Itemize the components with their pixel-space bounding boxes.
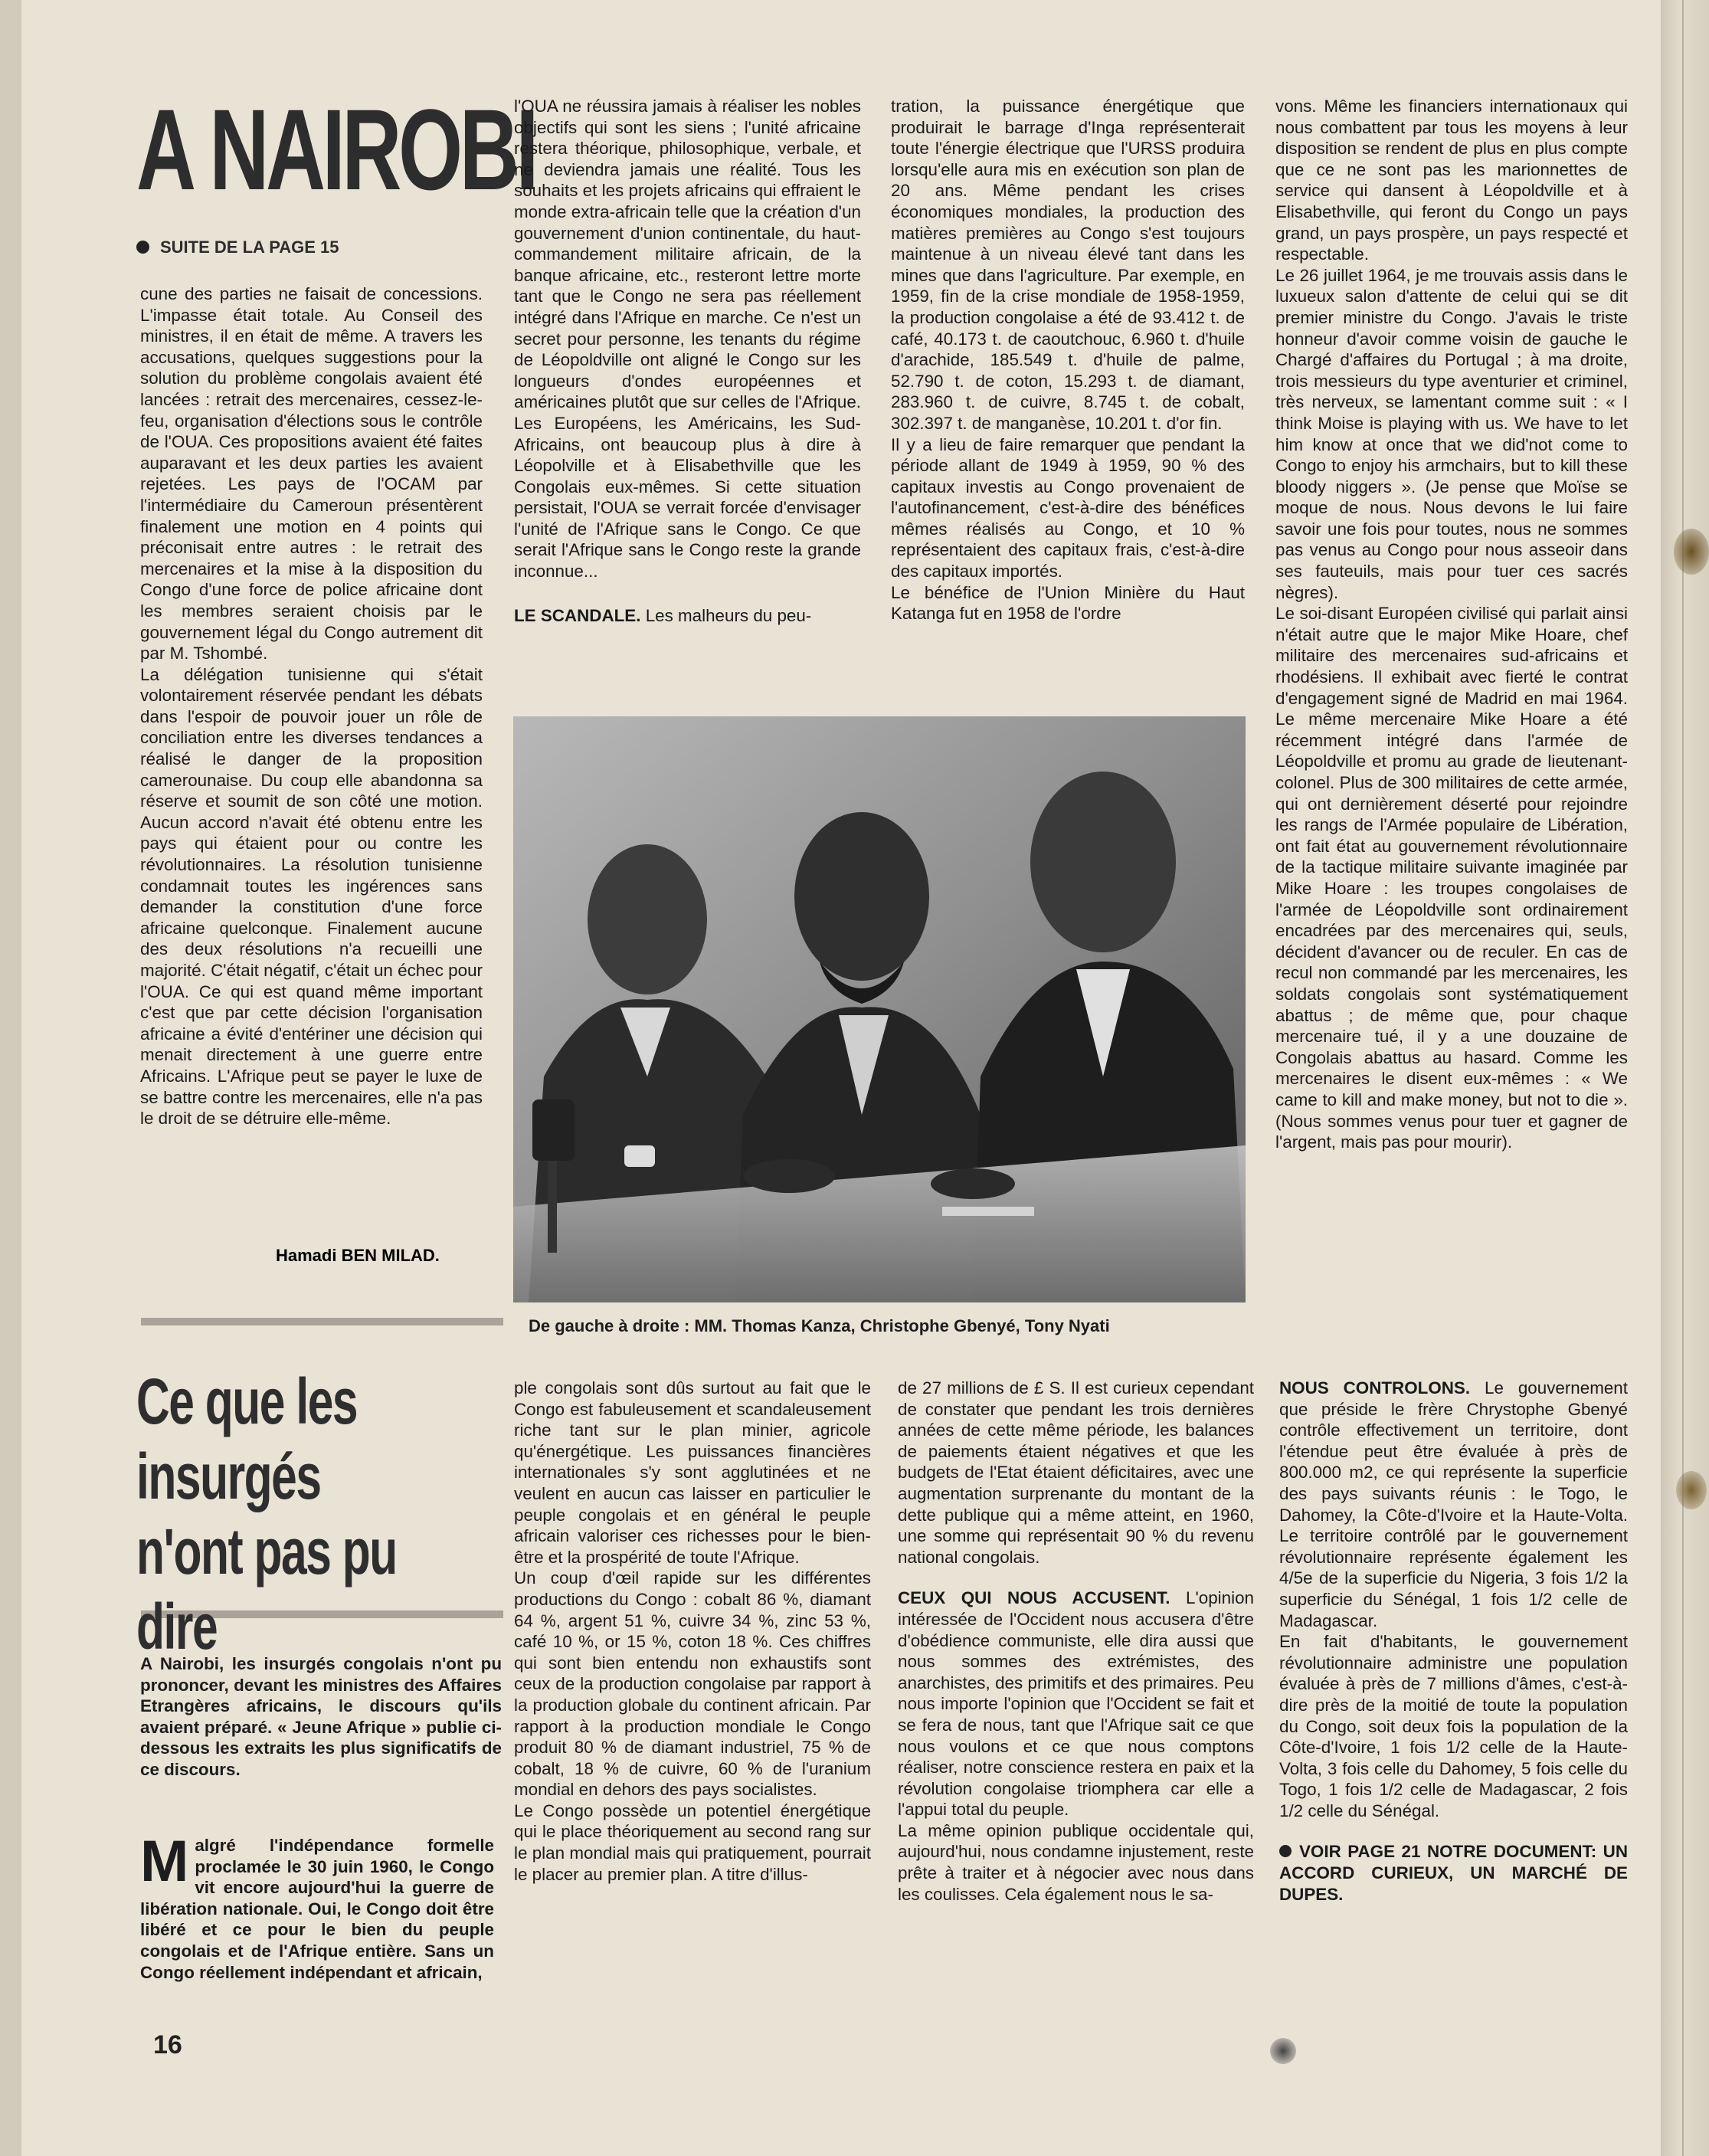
paper-stain — [1676, 1471, 1707, 1509]
paragraph: Il y a lieu de faire remarquer que pendant la période allant de 1949 à 1959, 90 % des capitaux investis au Congo provenaient de l'autofinancement, c'est-à-dire des bénéfices mêmes réalisés au Congo, et 10 % représentaient des capitaux frais, c'est-à-dire des capitaux importés. — [891, 434, 1245, 582]
continued-from-text: SUITE DE LA PAGE 15 — [160, 238, 339, 257]
article-column-2 — [514, 96, 861, 626]
subhead-scandale: LE SCANDALE. — [514, 605, 641, 625]
spine-fold — [1682, 0, 1684, 2156]
paper-stain — [1674, 529, 1709, 575]
paragraph: Le bénéfice de l'Union Minière du Haut Katanga fut en 1958 de l'ordre — [891, 582, 1245, 624]
paragraph: l'OUA ne réussira jamais à réaliser les nobles objectifs qui sont les siens ; l'unité africaine restera théorique, philosophique, verbale, et ne deviendra jamais une réalité. Tous les souhaits et les projets africains qui effraient le monde extra-africain telle que la création d'un gouvernement d'union continentale, du haut-commandement militaire africain, de la banque africaine, etc., resteront lettre morte tant que le Congo ne sera pas réellement intégré dans l'Afrique en marche. Ce n'est un secret pour personne, les tenants du régime de Léopoldville ont aligné le Congo sur les longueurs d'ondes européennes et américaines plutôt que sur celles de l'Afrique. Les Européens, les Américains, les Sud-Africains, ont beaucoup plus à dire à Léopolville et à Elisabethville que les Congolais eux-mêmes. Si cette situation persistait, l'OUA se verrait forcée d'envisager l'unité de l'Afrique sans le Congo. Ce que serait l'Afrique sans le Congo reste la grande inconnue... — [514, 97, 861, 582]
article-column-3b — [898, 1378, 1254, 1905]
article-column-2b — [514, 1378, 871, 1885]
press-photo — [513, 716, 1246, 1302]
drop-cap: M — [140, 1829, 189, 1894]
paragraph: de 27 millions de £ S. Il est curieux cependant de constater que pendant les trois dernières années de cette même période, les balances de paiements étaient négatives et que les budgets de l'Etat étaient déficitaires, avec une augmentation surprenante du montant de la dette publique qui a même atteint, en 1960, une somme qui représentait 90 % du revenu national congolais. — [898, 1378, 1254, 1567]
paragraph: Le Congo possède un potentiel énergétique qui le place théoriquement au second rang sur le plan mondial mais qui pratiquement, pourrait le placer au premier plan. A titre d'illus- — [514, 1800, 871, 1884]
paragraph: ple congolais sont dûs surtout au fait que le Congo est fabuleusement et scandaleusement riche tant sur le plan minier, agricole qu'énergétique. Les puissances financières internationales s'y sont agglutinées et ne veulent en aucun cas laisser en particulier le peuple congolais et en général le peuple africain valoriser ces richesses pour le bien-être et la prospérité de toute l'Afrique. — [514, 1378, 871, 1567]
paragraph: En fait d'habitants, le gouvernement révolutionnaire administre une population évaluée à près de 7 millions d'âmes, c'est-à-dire près de la moitié de toute la population du Congo, soit deux fois la population de la Côte-d'Ivoire, 1 fois 1/2 celle de la Haute-Volta, 3 fois celle du Dahomey, 5 fois celle du Togo, 1 fois 1/2 celle de Madagascar, 2 fois 1/2 celle du Sénégal. — [1279, 1632, 1628, 1820]
paragraph: cune des parties ne faisait de concessions. L'impasse était totale. Au Conseil des ministres, il en était de même. A travers les accusations, quelques suggestions pour la solution du problème congolais avaient été lancées : retrait des mercenaires, cessez-le-feu, organisation d'élections sous le contrôle de l'OUA. Ces propositions avaient été faites auparavant et les deux parties les avaient rejetées. Les pays de l'OCAM par l'intermédiaire du Cameroun présentèrent finalement une motion en 4 points qui préconisait entre autres : le retrait des mercenaires et la mise à la disposition du Congo d'une force de police africaine dont les membres seraient choisis par le gouvernement légal du Congo autrement dit par M. Tshombé. — [140, 284, 483, 664]
divider-rule — [141, 1318, 503, 1325]
article-column-4 — [1275, 96, 1628, 1153]
page-number: 16 — [153, 2030, 182, 2059]
paragraph: Un coup d'œil rapide sur les différentes productions du Congo : cobalt 86 %, diamant 64 %, argent 51 %, cuivre 34 %, zinc 53 %, café 10 %, or 15 %, coton 18 %. Ces chiffres qui sont bien entendu non exhaustifs sont ceux de la production congolaise par rapport à la production globale du continent africain. Par rapport à la production mondiale le Congo produit 80 % de diamant industriel, 75 % de cobalt, 18 % de cuivre, 60 % de l'uranium mondial en dehors des pays socialistes. — [514, 1568, 871, 1800]
article-column-1 — [140, 283, 483, 1129]
article-column-3 — [891, 96, 1245, 624]
paragraph-text: Le gouvernement que préside le frère Chrystophe Gbenyé contrôle effectivement un territoire, dont l'étendue peut être évaluée à près de 800.000 m2, ce qui représente la superficie des pays suivants réunis : le Togo, le Dahomey, la Côte-d'Ivoire et la Haute-Volta. Le territoire contrôlé par le gouvernement révolutionnaire représente également les 4/5e de la superficie du Nigeria, 3 fois 1/2 la superficie du Sénégal, 1 fois 1/2 celle de Madagascar. — [1279, 1378, 1628, 1630]
paragraph — [1279, 1378, 1628, 1631]
bullet-icon — [1279, 1845, 1292, 1857]
photo-illustration — [513, 716, 1246, 1302]
headline-insurges: Ce que les insurgés n'ont pas pu dire — [136, 1365, 397, 1663]
see-page-notice — [1279, 1841, 1628, 1905]
article-column-4b — [1279, 1378, 1628, 1905]
article-column-1b — [140, 1829, 494, 1983]
subhead-accusent: CEUX QUI NOUS ACCUSENT. — [898, 1588, 1170, 1608]
paragraph: algré l'indépendance formelle proclamée le 30 juin 1960, le Congo vit encore aujourd'hui la guerre de libération nationale. Oui, le Congo doit être libéré et ce pour le bien du peuple congolais et de l'Afrique entière. Sans un Congo réellement indépendant et africain, — [140, 1836, 494, 1982]
paragraph: Le soi-disant Européen civilisé qui parlait ainsi n'était autre que le major Mike Hoare, chef militaire des mercenaires sud-africains et rhodésiens. Il exhibait avec fierté le contrat d'engagement signé de Madrid en mai 1964. Le même mercenaire Mike Hoare a été récemment intégré dans l'armée de Léopoldville et promu au grade de lieutenant-colonel. Plus de 300 militaires de cette armée, qui ont dernièrement déserté pour rejoindre les rangs de l'Armée populaire de Libération, ont fait état au gouvernement révolutionnaire de la tactique militaire suivante imaginée par Mike Hoare : les troupes congolaises de l'armée de Léopoldville sont ordinairement encadrées par des mercenaires qui, seuls, décident d'avancer ou de reculer. En cas de recul non commandé par les mercenaires, les soldats congolais sont systématiquement abattus ; de même que, pour chaque mercenaire tué, il y a une douzaine de Congolais abattus au hasard. Comme les mercenaires le disent eux-mêmes : « We came to kill and make money, but not to die ». (Nous sommes venus pour tuer et gagner de l'argent, mais pas pour mourir). — [1275, 604, 1628, 1152]
paragraph: La délégation tunisienne qui s'était volontairement réservée pendant les débats dans l'espoir de pouvoir jouer un rôle de conciliation entre les diverses tendances a réalisé le danger de la proposition camerounaise. Du coup elle abandonna sa réserve et soumit de son côté une motion. Aucun accord n'avait été obtenu entre les pays qui étaient pour ou contre les révolutionnaires. La résolution tunisienne condamnait toutes les ingérences sans demander la constitution d'une force africaine quelconque. Finalement aucune des deux résolutions n'a recueilli une majorité. C'était négatif, c'était un échec pour l'OUA. Ce qui est quand même important c'est que par cette décision l'organisation africaine a évité d'entériner une décision qui menait directement à une guerre entre Africains. L'Afrique peut se payer le luxe de se battre contre les mercenaires, elle n'a pas le droit de se détruire elle-même. — [140, 664, 483, 1129]
paragraph-text: L'opinion intéressée de l'Occident nous accusera d'être d'obédience communiste, elle dira aussi que nous sommes des extrémistes, des anarchistes, des primitifs et des primaires. Peu nous importe l'opinion que l'Occident se fait et se fera de nous, tant que l'Afrique sait ce que nous voulons et ce que nous comptons réaliser, notre conscience restera en paix et la révolution congolaise triomphera car elle a l'appui total du peuple. — [898, 1588, 1254, 1820]
bullet-icon — [136, 241, 149, 254]
headline-nairobi: A NAIROBI — [136, 85, 536, 214]
paragraph — [898, 1588, 1254, 1820]
byline-signature: Hamadi BEN MILAD. — [276, 1246, 440, 1265]
page-spine — [1661, 0, 1709, 2156]
paragraph: Le 26 juillet 1964, je me trouvais assis dans le luxueux salon d'attente de celui qui se dit premier ministre du Congo. J'avais le triste honneur d'avoir comme voisin de gauche le Chargé d'affaires du Portugal ; à ma droite, trois messieurs du type aventurier et criminel, très nerveux, se lamentant comme suit : « I think Moise is playing with us. We have to let him know at once that we did'not come to Congo to enjoy his armchairs, but to kill these bloody niggers ». (Je pense que Moïse se moque de nous. Nous devons le lui faire savoir une fois pour toutes, nous ne sommes pas venus au Congo pour nous asseoir dans ses fauteuils, mais pour tuer ces sacrés nègres). — [1275, 265, 1628, 602]
article-lead: A Nairobi, les insurgés congolais n'ont pu prononcer, devant les ministres des Affaires Etrangères africains, le discours qu'ils avaient préparé. « Jeune Afrique » publie ci-dessous les extraits les plus significatifs de ce discours. — [140, 1654, 502, 1779]
paper-stain — [1270, 2038, 1296, 2064]
paragraph — [514, 605, 861, 627]
paragraph: vons. Même les financiers internationaux qui nous combattent par tous les moyens à leur disposition se rendent de plus en plus compte que ce ne sont pas les marionnettes de service qui dansent à Léopoldville et à Elisabethville, qui feront du Congo un pays grand, un pays prospère, un pays respecté et respectable. — [1275, 97, 1628, 264]
paragraph: tration, la puissance énergétique que produirait le barrage d'Inga représenterait toute l'énergie électrique que l'URSS produira lorsqu'elle aura mis en exécution son plan de 20 ans. Même pendant les crises économiques mondiales, la production des matières premières au Congo s'est toujours maintenue à un niveau élevé tant dans les mines que dans l'agriculture. Par exemple, en 1959, fin de la crise mondiale de 1958-1959, la production congolaise a été de 93.412 t. de café, 40.173 t. de caoutchouc, 6.960 t. d'huile d'arachide, 185.549 t. d'huile de palme, 52.790 t. de coton, 15.293 t. de diamant, 283.960 t. de cuivre, 8.745 t. de cobalt, 302.397 t. de manganèse, 10.201 t. d'or fin. — [891, 97, 1245, 433]
continued-from-label — [136, 238, 339, 257]
photo-caption: De gauche à droite : MM. Thomas Kanza, Christophe Gbenyé, Tony Nyati — [529, 1316, 1110, 1335]
subhead-controlons: NOUS CONTROLONS. — [1279, 1378, 1471, 1397]
see-page-text: VOIR PAGE 21 NOTRE DOCUMENT: UN ACCORD CURIEUX, UN MARCHÉ DE DUPES. — [1279, 1842, 1628, 1904]
paragraph-text: Les malheurs du peu- — [645, 605, 812, 625]
paragraph: La même opinion publique occidentale qui, aujourd'hui, nous condamne injustement, reste prête à traiter et à négocier avec nous dans les coulisses. Cela également nous le sa- — [898, 1820, 1254, 1904]
